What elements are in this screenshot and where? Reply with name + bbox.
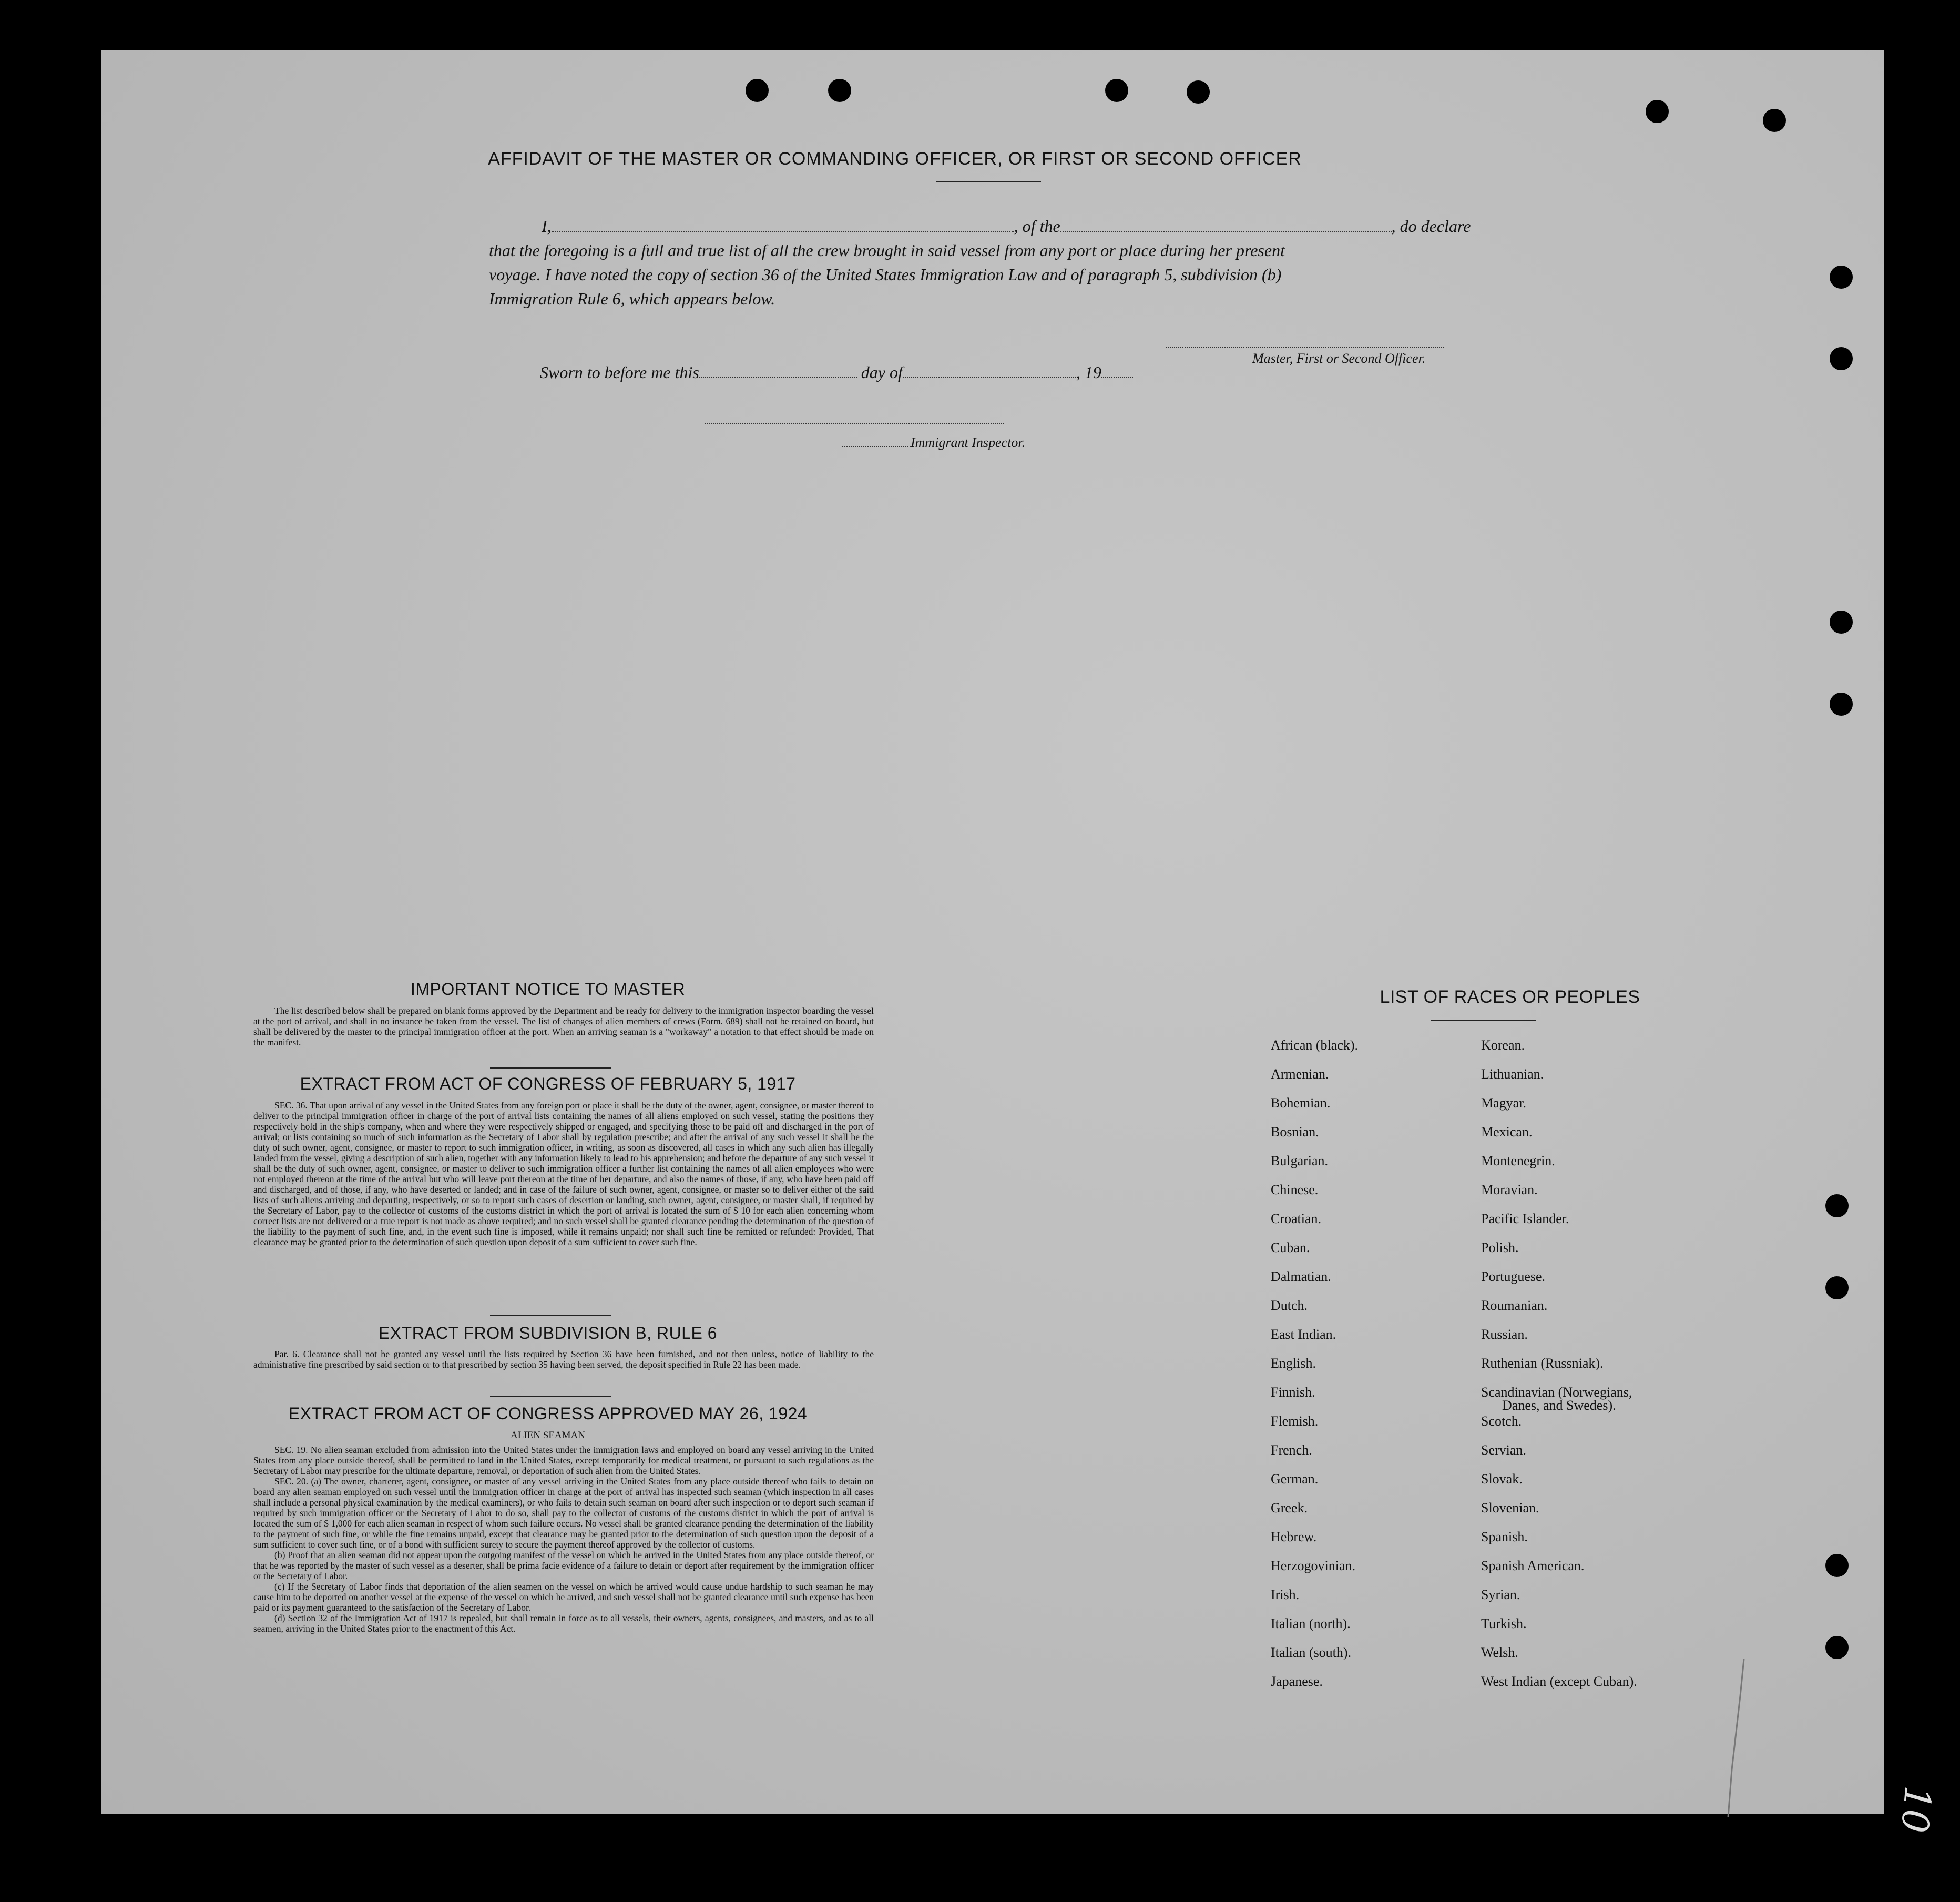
races-column-2 (1481, 1039, 1637, 1704)
race-item: Montenegrin. (1481, 1153, 1555, 1168)
punch-hole (1825, 1554, 1849, 1577)
affidavit-title: AFFIDAVIT OF THE MASTER OR COMMANDING OFFICER, OR FIRST OR SECOND OFFICER (488, 149, 1302, 169)
name-field[interactable] (552, 218, 1014, 232)
race-item: Welsh. (1481, 1645, 1518, 1660)
race-item: Italian (south). (1271, 1645, 1352, 1660)
races-title: LIST OF RACES OR PEOPLES (1380, 987, 1640, 1007)
races-underline (1431, 1020, 1536, 1021)
race-item: German. (1271, 1471, 1319, 1487)
extract-rule6-title: EXTRACT FROM SUBDIVISION B, RULE 6 (378, 1324, 718, 1342)
month-field[interactable] (903, 364, 1076, 378)
punch-hole (1105, 79, 1128, 102)
race-item: Greek. (1271, 1500, 1308, 1516)
sworn-line (540, 360, 1133, 384)
section-rule (490, 1315, 611, 1316)
race-item: Slovenian. (1481, 1500, 1539, 1516)
race-item: Bohemian. (1271, 1095, 1331, 1111)
section-rule (490, 1396, 611, 1397)
race-item: Japanese. (1271, 1674, 1323, 1689)
race-item (1481, 1386, 1637, 1415)
punch-hole (1825, 1636, 1849, 1659)
of-the-label: , of the (1014, 217, 1060, 236)
punch-hole (1830, 611, 1853, 634)
punch-hole (1763, 109, 1786, 132)
punch-hole (1830, 347, 1853, 370)
sec20b-paragraph: (b) Proof that an alien seaman did not appear upon the outgoing manifest of the vessel on which he arrived in the United States from any place outside thereof, or that he was reported by the master of such vessel as a deserter, shall be prima facie evidence of a failure to detain or deport after requirement by the immigration officer or the Secretary of Labor. (253, 1550, 874, 1581)
day-of-label: day of (861, 363, 903, 382)
race-item: Servian. (1481, 1442, 1526, 1458)
race-item: Irish. (1271, 1587, 1300, 1602)
sec20c-paragraph: (c) If the Secretary of Labor finds that deportation of the alien seamen on the vessel on which he arrived would cause undue hardship to such seaman he may cause him to be deported on another vessel at the expense of the vessel on which he arrived, and such vessel shall not be granted clearance until such expense has been paid or its payment guaranteed to the satisfaction of the Secretary of Labor. (253, 1581, 874, 1613)
year-label: , 19 (1076, 363, 1101, 382)
races-column-1 (1271, 1039, 1358, 1704)
race-item: Croatian. (1271, 1211, 1322, 1226)
race-item-text: Scandinavian (Norwegians, (1481, 1385, 1632, 1400)
declaration-line-2: that the foregoing is a full and true list of all the crew brought in said vessel from any port or place during her present (489, 241, 1285, 260)
race-item: East Indian. (1271, 1327, 1336, 1342)
race-item: Hebrew. (1271, 1529, 1317, 1544)
race-item: Scotch. (1481, 1413, 1522, 1429)
punch-hole (828, 79, 851, 102)
year-field[interactable] (1101, 364, 1133, 378)
title-underline (936, 181, 1041, 182)
inspector-signature (842, 435, 1025, 451)
extract-1917-body: SEC. 36. That upon arrival of any vessel in the United States from any foreign port or place it shall be the duty of the owner, agent, consignee, or master thereof to deliver to the principal immigration officer in charge of the port of arrival lists containing the names of all aliens employed on such vessel, stating the positions they respectively hold in the ship's company, when and where they were respectively shipped or engaged, and specifying those to be paid off and discharged in the port of arrival; or lists containing so much of such information as the Secretary of Labor shall by regulation prescribe; and after the arrival of any such vessel it shall be the duty of such owner, agent, consignee, or master to report to such immigration officer, in writing, as soon as discovered, all cases in which any such alien has illegally landed from the vessel, giving a description of such alien, together with any information likely to lead to his apprehension; and before the departure of any such vessel it shall be the duty of such owner, agent, consignee, or master to deliver to such immigration officer a further list containing the names of all alien employees who were not employed thereon at the time of the arrival but who will leave port thereon at the time of her departure, and also the names of those, if any, who have been paid off and discharged, and of those, if any, who have deserted or landed; and in case of the failure of such owner, agent, consignee, or master so to deliver either of the said lists of such aliens arriving and departing, respectively, or so to report such cases of desertion or landing, such owner, agent, consignee, or master shall, if required by the Secretary of Labor, pay to the collector of customs of the customs district in which the port of arrival is located the sum of $ 10 for each alien concerning whom correct lists are not delivered or a true report is not made as above required; and no such vessel shall be granted clearance pending the determination of the question of the liability to the payment of such fine, and, in the event such fine is imposed, while it remains unpaid; nor shall such fine be remitted or refunded: Provided, That clearance may be granted prior to the determination of such question upon deposit of a sum sufficient to cover such fine. (253, 1100, 874, 1247)
punch-hole (1830, 266, 1853, 289)
day-field[interactable] (699, 364, 857, 378)
race-item: Spanish. (1481, 1529, 1528, 1544)
i-label: I, (542, 217, 552, 236)
extract-1917-title: EXTRACT FROM ACT OF CONGRESS OF FEBRUARY 5, 1917 (300, 1074, 796, 1093)
sec20d-paragraph: (d) Section 32 of the Immigration Act of 1917 is repealed, but shall remain in force as to all vessels, their owners, agents, consignees, and masters, and as to all seamen, arriving in the United States prior to the enactment of this Act. (253, 1613, 874, 1634)
race-item: Bosnian. (1271, 1124, 1319, 1140)
race-item: Finnish. (1271, 1385, 1315, 1400)
race-item: Herzogovinian. (1271, 1558, 1356, 1573)
race-item: Bulgarian. (1271, 1153, 1329, 1168)
corner-mark: 10 (1892, 1784, 1940, 1835)
declaration-line-4: Immigration Rule 6, which appears below. (489, 289, 775, 308)
punch-hole (746, 79, 769, 102)
race-item: Dutch. (1271, 1298, 1308, 1313)
extract-1924-subtitle: ALIEN SEAMAN (511, 1430, 585, 1441)
race-item: Turkish. (1481, 1616, 1527, 1631)
punch-hole (1825, 1194, 1849, 1217)
notice-body: The list described below shall be prepared on blank forms approved by the Department and be ready for delivery to the immigration inspector boarding the vessel at the port of arrival, and shall in no instance be taken from the vessel. The list of changes of alien members of crews (Form. 689) shall not be retained on board, but shall be delivered by the master to the principal immigration officer at the port. When an arriving seaman is a "workaway" a notation to that effect should be made on the manifest. (253, 1005, 874, 1047)
race-item: French. (1271, 1442, 1312, 1458)
race-item: Polish. (1481, 1240, 1519, 1255)
document-page (101, 50, 1884, 1814)
race-item: Armenian. (1271, 1066, 1329, 1082)
race-item: Pacific Islander. (1481, 1211, 1569, 1226)
punch-hole (1187, 80, 1210, 104)
race-item: Lithuanian. (1481, 1066, 1544, 1082)
sworn-label: Sworn to before me this (540, 363, 699, 382)
race-item: Spanish American. (1481, 1558, 1585, 1573)
extract-1924-title: EXTRACT FROM ACT OF CONGRESS APPROVED MAY 26, 1924 (288, 1404, 808, 1423)
race-item: Syrian. (1481, 1587, 1520, 1602)
race-item: Chinese. (1271, 1182, 1319, 1197)
notice-title: IMPORTANT NOTICE TO MASTER (410, 980, 686, 999)
inspector-signature-line[interactable] (705, 422, 1004, 424)
sec19-paragraph: SEC. 19. No alien seaman excluded from admission into the United States under the immigration laws and employed on board any vessel arriving in the United States from any place outside thereof, shall be permitted to land in the United States, except temporarily for medical treatment, or pursuant to such regulations as the Secretary of Labor may prescribe for the ultimate departure, removal, or deportation of such alien from the United States. (253, 1445, 874, 1476)
race-item: Portuguese. (1481, 1269, 1546, 1284)
race-item-continuation: Danes, and Swedes). (1502, 1398, 1616, 1413)
declaration-line-3: voyage. I have noted the copy of section 36 of the United States Immigration Law and of paragraph 5, subdivision (b) (489, 265, 1282, 284)
punch-hole (1825, 1276, 1849, 1299)
race-item: Magyar. (1481, 1095, 1526, 1111)
race-item: English. (1271, 1356, 1316, 1371)
punch-hole (1646, 100, 1669, 123)
inspector-label: Immigrant Inspector. (911, 435, 1026, 450)
race-item: Roumanian. (1481, 1298, 1548, 1313)
punch-hole (1830, 693, 1853, 716)
race-item: Ruthenian (Russniak). (1481, 1356, 1604, 1371)
race-item: Moravian. (1481, 1182, 1538, 1197)
extract-1924-body (253, 1445, 874, 1634)
do-declare-label: , do declare (1391, 217, 1471, 236)
sec20a-paragraph: SEC. 20. (a) The owner, charterer, agent, consignee, or master of any vessel arriving in the United States from any place outside thereof who fails to detain on board any alien seaman employed on such vessel until the immigration officer in charge at the port of arrival has inspected such seaman (which inspection in all cases shall include a personal physical examination by the medical examiners), or who fails to detain such seaman on board after such inspection or to deport such seaman if required by such immigration officer or the Secretary of Labor to do so, shall pay to the collector of customs of the customs district in which the port of arrival is located the sum of $ 1,000 for each alien seaman in respect of whom such failure occurs. No vessel shall be granted clearance pending the determination of the liability to the payment of such fine, or while the fine remains unpaid, except that clearance may be granted prior to the determination of such question upon the deposit of a sum sufficient to cover such fine, or of a bond with sufficient surety to secure the payment thereof approved by the collector of customs. (253, 1476, 874, 1550)
master-signature-line[interactable] (1166, 345, 1444, 348)
declaration-line-1 (542, 214, 1593, 238)
section-rule (490, 1067, 611, 1069)
vessel-field[interactable] (1060, 218, 1392, 232)
race-item: Korean. (1481, 1038, 1525, 1053)
inspector-dots (842, 438, 911, 447)
race-item: Flemish. (1271, 1413, 1319, 1429)
race-item: Cuban. (1271, 1240, 1310, 1255)
race-item: West Indian (except Cuban). (1481, 1674, 1637, 1689)
race-item: African (black). (1271, 1038, 1359, 1053)
extract-rule6-body: Par. 6. Clearance shall not be granted any vessel until the lists required by Section 36 have been furnished, and not then unless, notice of liability to the administrative fine prescribed by said section or to that prescribed by section 35 having been served, the deposit specified in Rule 22 has been made. (253, 1349, 874, 1370)
race-item: Mexican. (1481, 1124, 1533, 1140)
race-item: Russian. (1481, 1327, 1528, 1342)
race-item: Slovak. (1481, 1471, 1523, 1487)
race-item: Dalmatian. (1271, 1269, 1331, 1284)
paper-tear (1720, 1659, 1752, 1817)
master-signature-label: Master, First or Second Officer. (1252, 351, 1426, 366)
race-item: Italian (north). (1271, 1616, 1351, 1631)
